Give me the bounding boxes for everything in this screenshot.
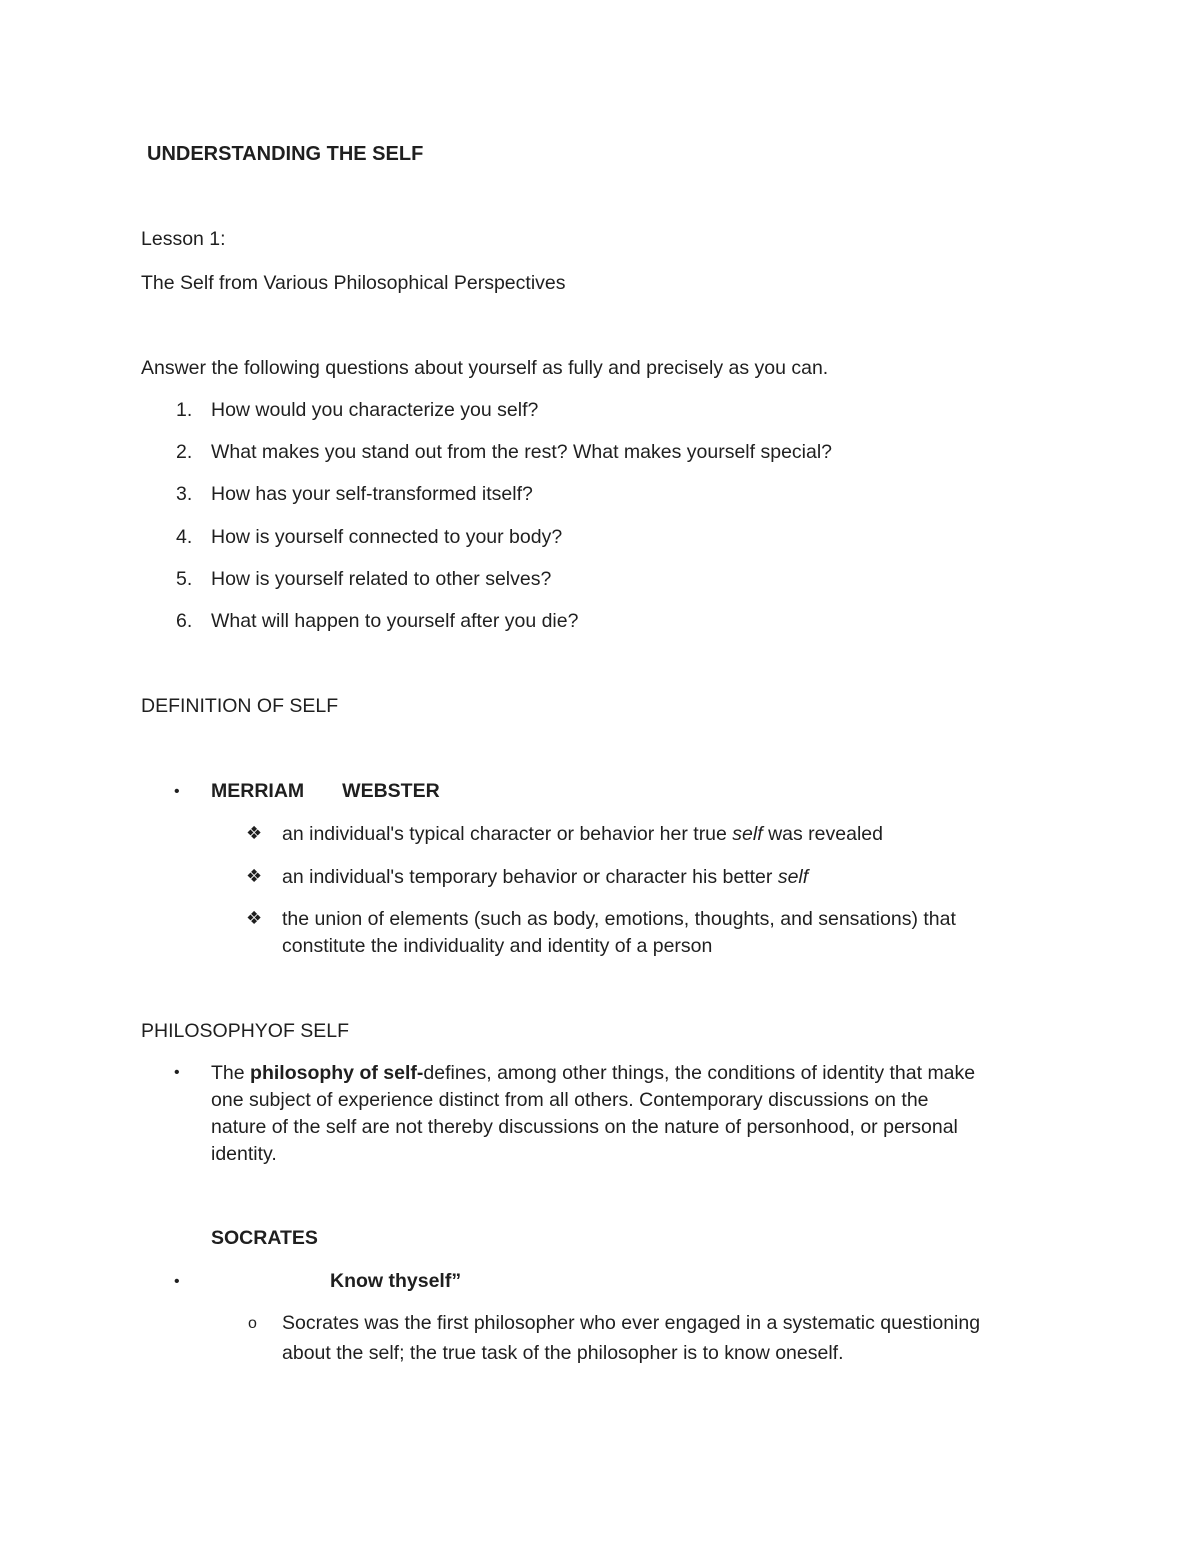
definition-text: was revealed: [762, 823, 883, 845]
question-text: How has your self-transformed itself?: [211, 483, 533, 505]
philosophy-heading: PHILOSOPHYOF SELF: [141, 1020, 350, 1042]
question-number: 4.: [176, 526, 193, 548]
philosophy-paragraph-line: nature of the self are not thereby discussions on the nature of personhood, or personal: [211, 1116, 958, 1138]
socrates-heading: SOCRATES: [211, 1227, 318, 1249]
diamond-bullet-icon: ❖: [246, 908, 263, 928]
circle-bullet-icon: o: [248, 1315, 257, 1332]
question-text: How would you characterize you self?: [211, 399, 539, 421]
definition-item: [282, 865, 808, 889]
philosophy-term: philosophy of self-: [250, 1062, 424, 1084]
philosophy-text: defines, among other things, the conditions of identity that make: [423, 1062, 976, 1084]
socrates-text-line: about the self; the true task of the philosopher is to know oneself.: [282, 1342, 844, 1364]
diamond-bullet-icon: ❖: [246, 866, 263, 886]
socrates-text-line: Socrates was the first philosopher who ever engaged in a systematic questioning: [282, 1312, 981, 1334]
source-name: [211, 779, 440, 803]
question-number: 6.: [176, 610, 193, 632]
bullet-icon: •: [174, 1273, 180, 1290]
question-number: 3.: [176, 483, 193, 505]
definition-heading: DEFINITION OF SELF: [141, 695, 339, 717]
question-number: 1.: [176, 399, 193, 421]
definition-item: [282, 822, 883, 846]
source-word: MERRIAM: [211, 780, 305, 802]
philosophy-paragraph-line: identity.: [211, 1143, 277, 1165]
question-text: How is yourself related to other selves?: [211, 568, 552, 590]
philosophy-paragraph-line: [211, 1061, 975, 1085]
philosophy-paragraph-line: one subject of experience distinct from all others. Contemporary discussions on the: [211, 1089, 929, 1111]
definition-italic: self: [777, 866, 809, 888]
lesson-subtitle: The Self from Various Philosophical Perspectives: [141, 272, 566, 294]
philosophy-text: The: [211, 1062, 251, 1084]
source-word: WEBSTER: [342, 780, 440, 802]
question-text: What will happen to yourself after you die?: [211, 610, 579, 632]
definition-item-continuation: constitute the individuality and identity of a person: [282, 935, 713, 957]
question-text: What makes you stand out from the rest? What makes yourself special?: [211, 441, 833, 463]
question-number: 2.: [176, 441, 193, 463]
definition-text: an individual's temporary behavior or character his better: [282, 866, 778, 888]
definition-item: the union of elements (such as body, emotions, thoughts, and sensations) that: [282, 908, 956, 930]
question-number: 5.: [176, 568, 193, 590]
bullet-icon: •: [174, 783, 180, 800]
bullet-icon: •: [174, 1064, 180, 1081]
question-text: How is yourself connected to your body?: [211, 526, 563, 548]
diamond-bullet-icon: ❖: [246, 823, 263, 843]
definition-text: an individual's typical character or behavior her true: [282, 823, 733, 845]
socrates-quote: Know thyself”: [330, 1270, 462, 1292]
document-title: UNDERSTANDING THE SELF: [147, 143, 424, 165]
lesson-label: Lesson 1:: [141, 228, 226, 250]
instructions: Answer the following questions about yourself as fully and precisely as you can.: [141, 357, 829, 379]
definition-italic: self: [732, 823, 763, 845]
